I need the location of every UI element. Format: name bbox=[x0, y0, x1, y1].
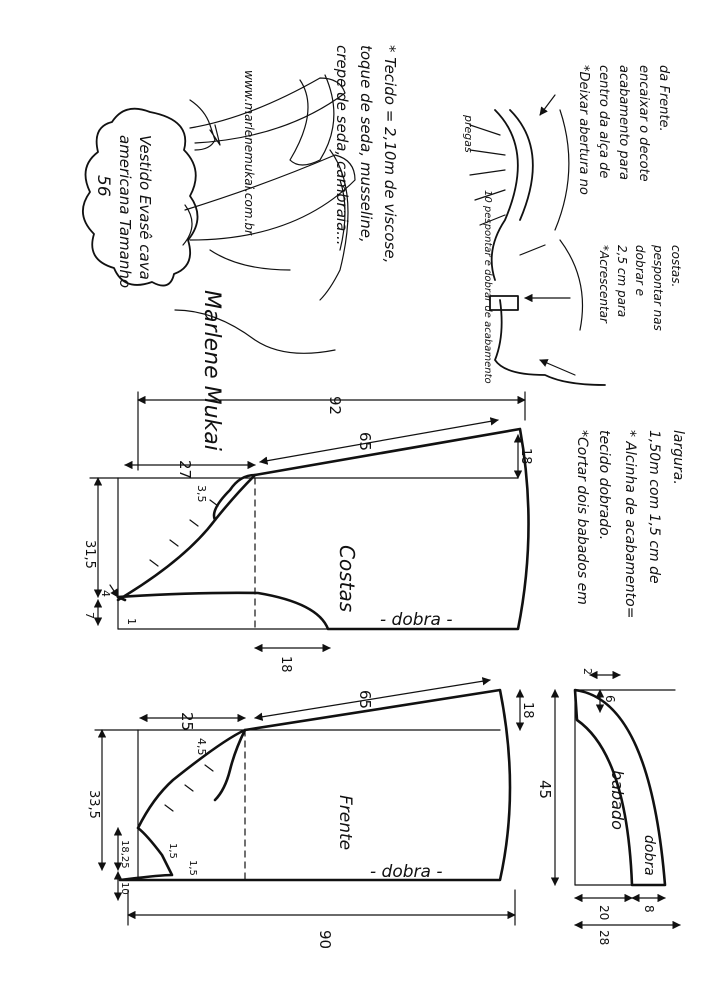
costas-total-length: 92 bbox=[326, 396, 344, 416]
babado-top-tiny: 2 bbox=[581, 668, 594, 675]
costas-fold: - dobra - bbox=[380, 610, 453, 630]
dress-sketch-back bbox=[190, 75, 345, 165]
dress-sketch-front bbox=[183, 150, 355, 300]
frente-dart1: 1,5 bbox=[167, 843, 178, 859]
costas-neck-height: 31,5 bbox=[82, 540, 97, 569]
frente-armhole: 4,5 bbox=[195, 738, 208, 756]
costas-neck-small2: 7 bbox=[83, 612, 96, 619]
babado-width1: 20 bbox=[597, 905, 611, 921]
cut-note-2: tecido dobrado. bbox=[596, 430, 612, 541]
fabric-note-line-1: * Tecido = 2,10m de viscose, bbox=[381, 45, 399, 264]
frente-neck-small: 18,25 bbox=[119, 840, 130, 869]
cut-note-4: 1,50m com 1,5 cm de bbox=[646, 430, 662, 584]
frente-total-length: 90 bbox=[316, 930, 334, 950]
frente-upper-width: 25 bbox=[178, 712, 196, 732]
costas-bottom-left: 18 bbox=[278, 656, 293, 673]
costas-neck-tiny: 1 bbox=[125, 618, 138, 625]
title-line-1: Vestido Evasê cava bbox=[136, 135, 154, 280]
costas-upper-width: 27 bbox=[176, 460, 194, 480]
title-line-3: 56 bbox=[93, 175, 113, 197]
signature: Marlene Mukai bbox=[199, 290, 224, 451]
babado-small: 8 bbox=[642, 905, 656, 913]
note-opening-4: encaixar o decote bbox=[636, 65, 651, 182]
note-opening-2: centro da alça de bbox=[596, 65, 611, 179]
frente-side-length: 65 bbox=[356, 690, 374, 710]
babado-fold: dobra bbox=[641, 835, 657, 876]
babado-top-small: 6 bbox=[603, 695, 617, 703]
babado-width2: 28 bbox=[597, 930, 611, 946]
frente-label: Frente bbox=[335, 795, 355, 851]
title-line-2: americana Tamanho bbox=[116, 135, 134, 289]
frente-pattern bbox=[95, 680, 520, 925]
babado-length: 45 bbox=[536, 780, 554, 800]
frente-hem-rise: 18 bbox=[520, 702, 535, 719]
costas-neck-small: 4 bbox=[99, 590, 112, 597]
frente-fold: - dobra - bbox=[370, 862, 443, 882]
fabric-note-line-3: crepe de seda, cambraia... bbox=[333, 45, 351, 246]
cut-note-3: * Alcinha de acabamento= bbox=[622, 430, 638, 619]
note-add-1: *Acrescentar bbox=[597, 245, 611, 323]
signature-flourish bbox=[175, 310, 335, 353]
cut-note-1: *Cortar dois babados em bbox=[574, 430, 590, 605]
frente-neck-height: 33,5 bbox=[86, 790, 101, 819]
costas-armhole: 3,5 bbox=[195, 485, 208, 503]
note-opening-1: *Deixar abertura no bbox=[576, 65, 591, 195]
note-add-5: costas. bbox=[669, 245, 683, 288]
costas-hem-rise: 18 bbox=[518, 448, 533, 465]
babado-label: babado bbox=[608, 770, 627, 830]
cut-note-5: largura. bbox=[670, 430, 686, 485]
frente-dart2: 1,5 bbox=[187, 860, 198, 876]
costas-label: Costas bbox=[335, 545, 359, 613]
note-opening-3: acabamento para bbox=[616, 65, 631, 180]
fabric-note-line-2: toque de seda, musseline, bbox=[357, 45, 375, 243]
note-add-2: 2,5 cm para bbox=[615, 245, 629, 318]
note-add-4: pespontar nas bbox=[651, 245, 665, 331]
curve-label: 10 pespontar e dobrar de acabamento bbox=[482, 190, 493, 384]
frente-neck-small2: 10 bbox=[119, 882, 130, 895]
website-text: www.marlenemukai.com.br bbox=[242, 70, 256, 235]
note-opening-5: da Frente. bbox=[656, 65, 671, 132]
costas-pattern bbox=[90, 392, 529, 648]
costas-side-length: 65 bbox=[356, 432, 374, 452]
note-add-3: dobrar e bbox=[633, 245, 647, 296]
pregas-label: pregas bbox=[462, 115, 475, 153]
